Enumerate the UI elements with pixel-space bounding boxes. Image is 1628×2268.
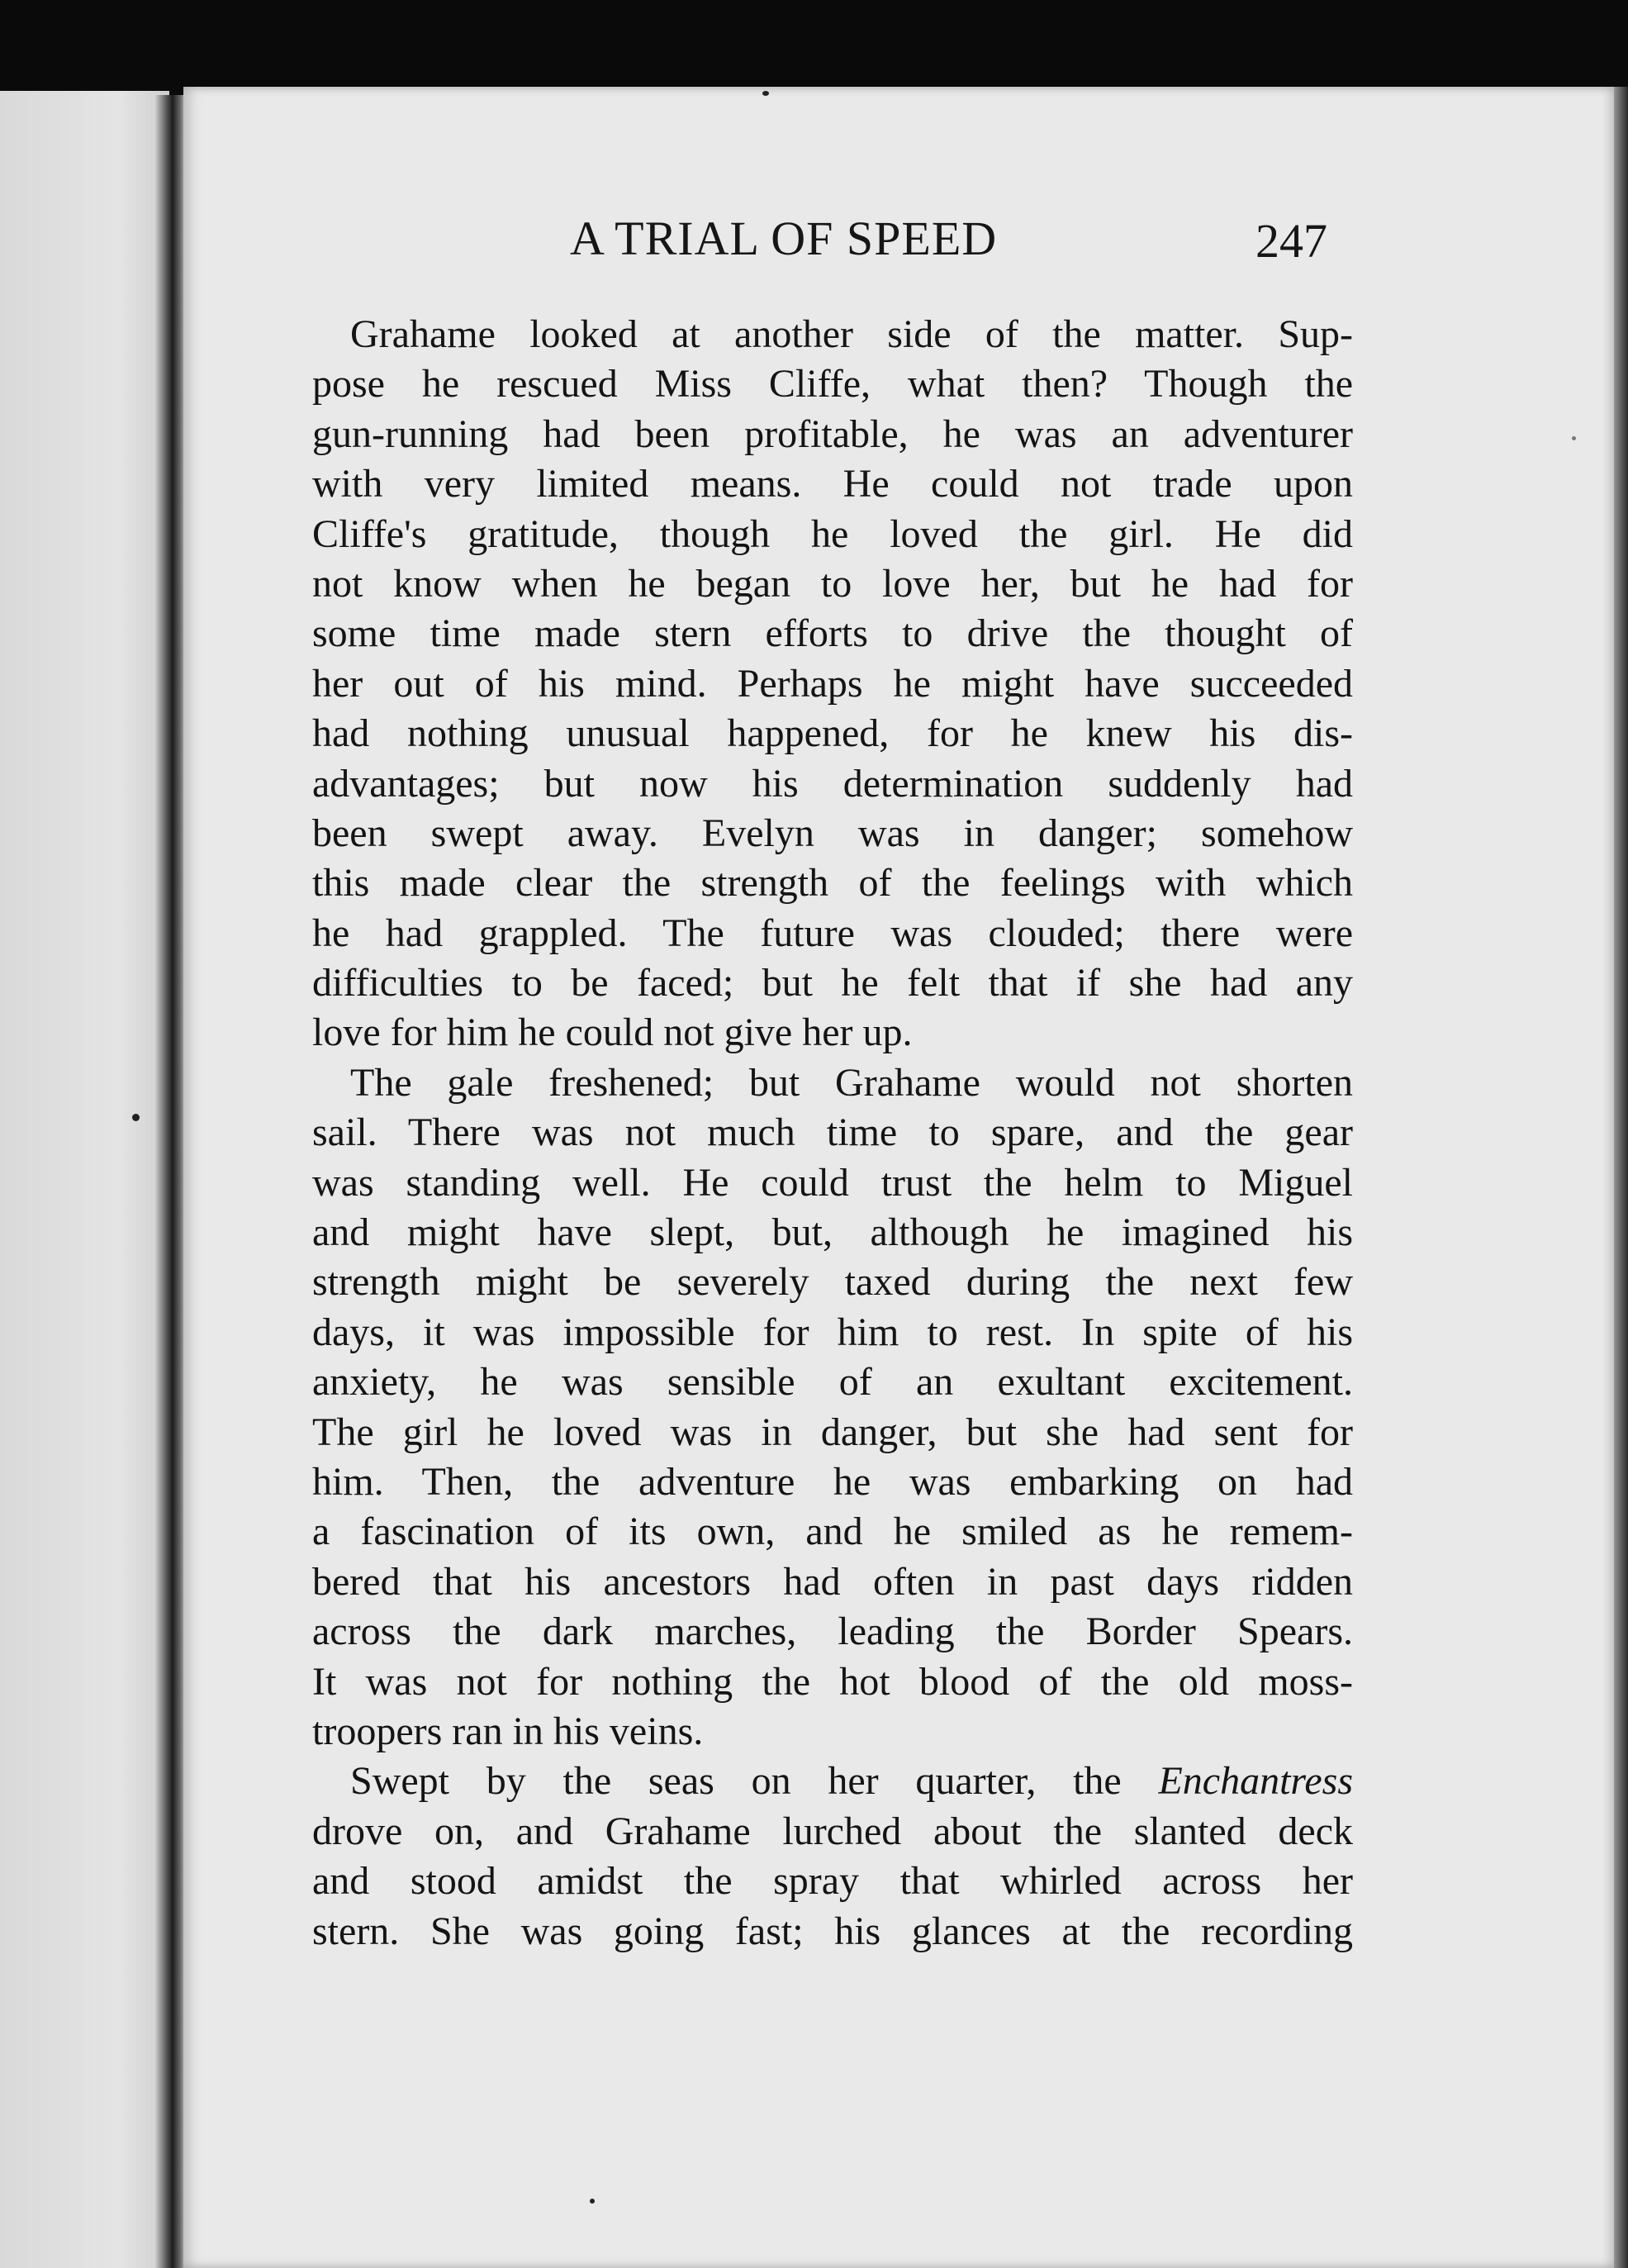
text-line: was standing well. He could trust the helm to Miguel <box>312 1160 1353 1205</box>
text-line: had nothing unusual happened, for he knew his dis- <box>312 711 1353 756</box>
paragraph-1 <box>312 310 1353 1058</box>
text-line: The gale freshened; but Grahame would not shorten <box>350 1060 1353 1105</box>
body-text <box>312 310 1353 1957</box>
scan-speck <box>762 91 769 96</box>
text-line: not know when he began to love her, but he had for <box>312 561 1353 606</box>
text-line: stern. She was going fast; his glances at the recording <box>312 1909 1353 1953</box>
text-line: and stood amidst the spray that whirled across her <box>312 1859 1353 1904</box>
text-line: Grahame looked at another side of the matter. Sup- <box>350 312 1353 356</box>
text-line: and might have slept, but, although he imagined his <box>312 1210 1353 1255</box>
facing-page-edge <box>0 91 169 2268</box>
text-line: drove on, and Grahame lurched about the slanted deck <box>312 1809 1353 1853</box>
book-gutter <box>155 95 187 2268</box>
text-line: sail. There was not much time to spare, and the gear <box>312 1110 1353 1155</box>
text-line: a fascination of its own, and he smiled as he remem- <box>312 1510 1353 1554</box>
ship-name: Enchantress <box>1158 1759 1353 1804</box>
text-line: pose he rescued Miss Cliffe, what then? Though the <box>312 362 1353 407</box>
text-line: The girl he loved was in danger, but she had sent for <box>312 1410 1353 1454</box>
text-line <box>312 1757 1353 1806</box>
text-line: love for him he could not give her up. <box>312 1010 913 1055</box>
text-line: with very limited means. He could not trade upon <box>312 462 1353 506</box>
text-line: bered that his ancestors had often in past days ridden <box>312 1559 1353 1604</box>
text-line: he had grappled. The future was clouded; there were <box>312 911 1353 955</box>
scan-speck <box>590 2199 595 2204</box>
text-line: days, it was impossible for him to rest. In spite of his <box>312 1310 1353 1354</box>
text-run: Swept by the seas on her quarter, the <box>350 1759 1159 1804</box>
text-line: anxiety, he was sensible of an exultant excitement. <box>312 1360 1353 1405</box>
text-line: some time made stern efforts to drive the thought of <box>312 611 1353 656</box>
paragraph-3 <box>312 1757 1353 1957</box>
text-line: difficulties to be faced; but he felt that if she had any <box>312 961 1353 1006</box>
text-line: It was not for nothing the hot blood of the old moss- <box>312 1659 1353 1704</box>
paragraph-2 <box>312 1058 1353 1757</box>
text-line: troopers ran in his veins. <box>312 1709 704 1753</box>
text-line: him. Then, the adventure he was embarking on had <box>312 1459 1353 1504</box>
text-line: been swept away. Evelyn was in danger; somehow <box>312 811 1353 855</box>
text-line: across the dark marches, leading the Border Spears. <box>312 1609 1353 1654</box>
scan-speck <box>132 1114 140 1121</box>
text-line: strength might be severely taxed during the next few <box>312 1260 1353 1305</box>
running-head: A TRIAL OF SPEED <box>570 212 998 265</box>
text-line: advantages; but now his determination suddenly had <box>312 761 1353 806</box>
scan-speck <box>1572 436 1576 440</box>
text-line: her out of his mind. Perhaps he might have succeeded <box>312 661 1353 706</box>
page-number: 247 <box>1255 214 1327 268</box>
text-line: this made clear the strength of the feelings with which <box>312 861 1353 906</box>
text-line: gun-running had been profitable, he was an adventurer <box>312 411 1353 456</box>
text-line: Cliffe's gratitude, though he loved the girl. He did <box>312 511 1353 556</box>
